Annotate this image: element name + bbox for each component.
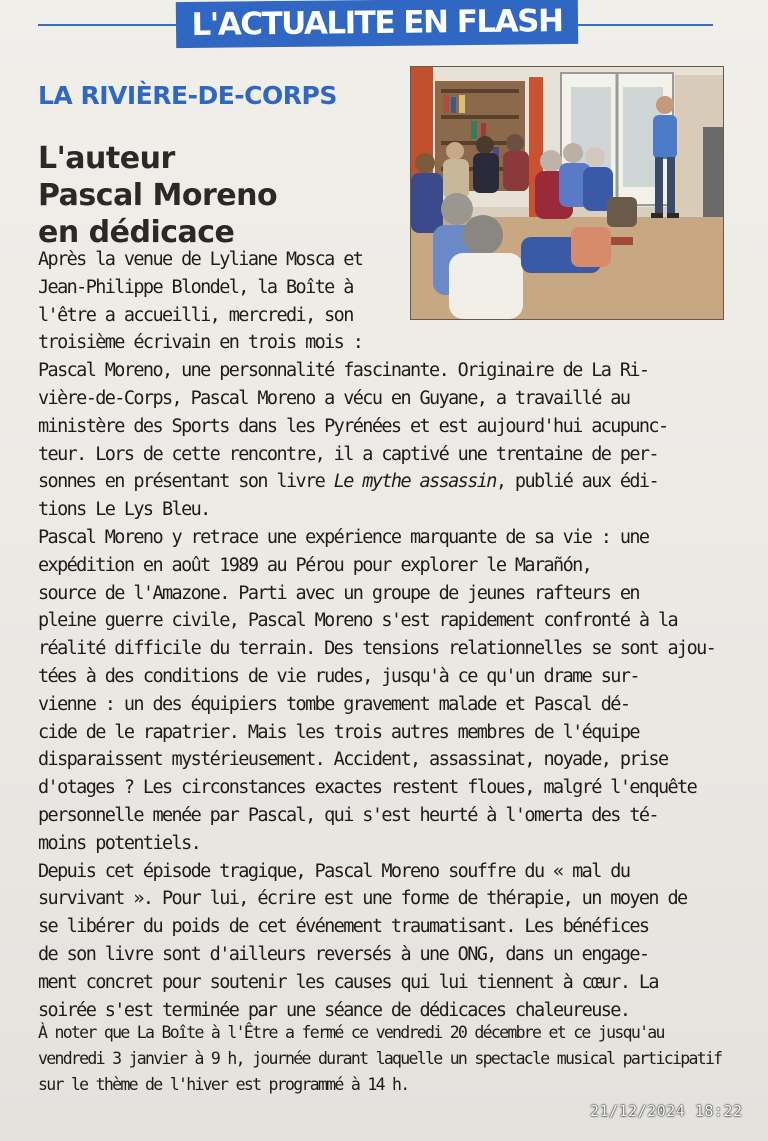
body-line: soirée s'est terminée par une séance de dédicaces chaleureuse. [38, 999, 630, 1021]
article-body [38, 246, 728, 1024]
body-line: ment concret pour soutenir les causes qui lui tiennent à cœur. La [38, 971, 658, 993]
body-line: moins potentiels. [38, 832, 201, 854]
body-line-with-book-title [38, 468, 728, 496]
body-line: vienne : un des équipiers tombe gravement malade et Pascal dé- [38, 693, 630, 715]
body-line: troisième écrivain en trois mois : [38, 332, 363, 354]
headline-line-3: en dédicace [38, 215, 235, 250]
body-line: personnelle menée par Pascal, qui s'est heurté à l'omerta des té- [38, 804, 658, 826]
body-line-suffix: , publié aux édi- [495, 471, 658, 493]
body-line: survivant ». Pour lui, écrire est une forme de thérapie, un moyen de [38, 888, 687, 910]
body-line: de son livre sont d'ailleurs reversés à une ONG, dans un engage- [38, 943, 649, 965]
body-line: cide de le rapatrier. Mais les trois autres membres de l'équipe [38, 721, 639, 743]
rubric-rule-left [38, 24, 176, 26]
note-line: À noter que La Boîte à l'Être a fermé ce vendredi 20 décembre et ce jusqu'au [38, 1023, 664, 1042]
body-line: ministère des Sports dans les Pyrénées et est aujourd'hui acupunc- [38, 415, 668, 437]
note-line: sur le thème de l'hiver est programmé à 14 h. [38, 1075, 409, 1094]
body-line: Pascal Moreno y retrace une expérience marquante de sa vie : une [38, 526, 649, 548]
body-line: d'otages ? Les circonstances exactes restent floues, malgré l'enquête [38, 777, 697, 799]
body-line: Jean-Philippe Blondel, la Boîte à [38, 276, 353, 298]
body-line: tées à des conditions de vie rudes, jusqu'à ce qu'un drame sur- [38, 665, 639, 687]
closing-note [38, 1020, 738, 1098]
photo-timestamp: 21/12/2024 18:22 [590, 1102, 743, 1120]
town-kicker: LA RIVIÈRE-DE-CORPS [38, 81, 337, 110]
body-line: Pascal Moreno, une personnalité fascinante. Originaire de La Ri- [38, 360, 649, 382]
body-line-prefix: sonnes en présentant son livre [38, 471, 334, 493]
body-line: vière-de-Corps, Pascal Moreno a vécu en Guyane, a travaillé au [38, 387, 630, 409]
section-rubric: L'ACTUALITE EN FLASH [176, 0, 578, 48]
body-line: Après la venue de Lyliane Mosca et [38, 249, 363, 270]
body-line: source de l'Amazone. Parti avec un groupe de jeunes rafteurs en [38, 582, 639, 604]
headline-line-2: Pascal Moreno [38, 178, 278, 213]
body-line: se libérer du poids de cet événement traumatisant. Les bénéfices [38, 916, 649, 938]
body-line: tions Le Lys Bleu. [38, 499, 210, 521]
body-line: disparaissent mystérieusement. Accident, assassinat, noyade, prise [38, 749, 668, 771]
headline-line-1: L'auteur [38, 141, 175, 176]
rubric-rule-right [578, 24, 713, 26]
article-headline [38, 140, 368, 251]
body-line: expédition en août 1989 au Pérou pour explorer le Marañón, [38, 554, 592, 576]
book-title: Le mythe assassin [333, 471, 496, 493]
body-line: l'être a accueilli, mercredi, son [38, 304, 353, 326]
body-line: réalité difficile du terrain. Des tensions relationnelles se sont ajou- [38, 638, 716, 660]
note-line: vendredi 3 janvier à 9 h, journée durant laquelle un spectacle musical participatif [38, 1049, 722, 1068]
body-line: teur. Lors de cette rencontre, il a captivé une trentaine de per- [38, 443, 658, 465]
body-line: Depuis cet épisode tragique, Pascal Moreno souffre du « mal du [38, 860, 630, 882]
body-line: pleine guerre civile, Pascal Moreno s'est rapidement confronté à la [38, 610, 678, 632]
